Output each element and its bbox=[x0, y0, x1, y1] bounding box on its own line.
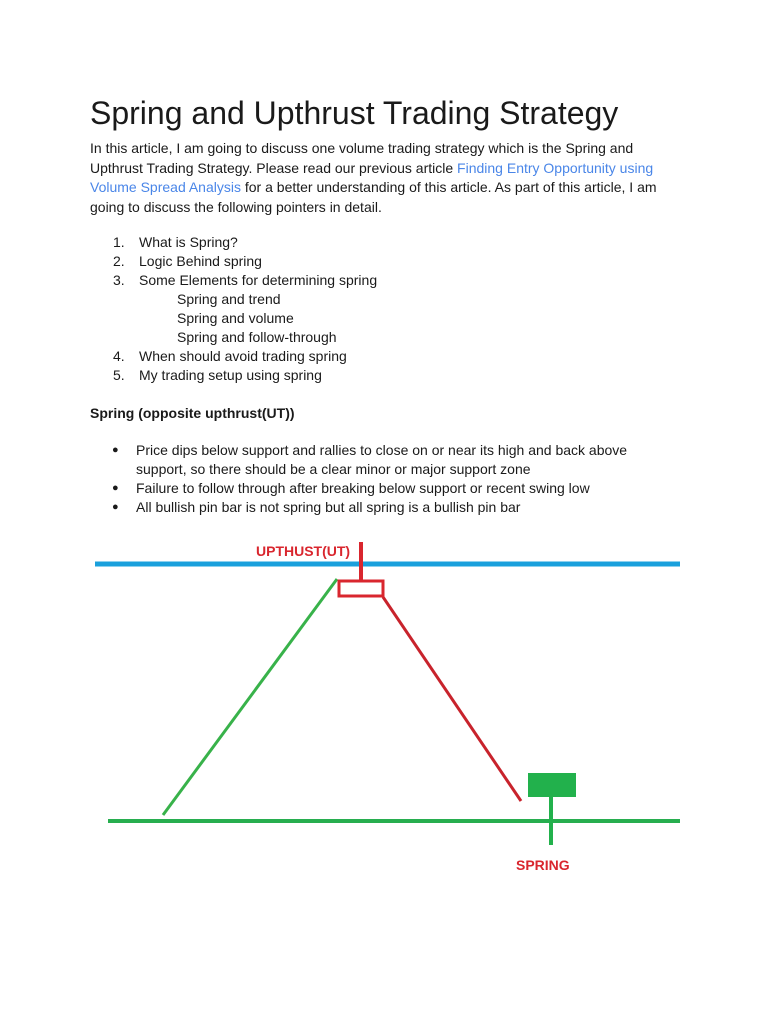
bullet-text: Price dips below support and rallies to close on or near its high and back above support, so there should be a clear minor or major support zone bbox=[136, 442, 628, 477]
list-item bbox=[0, 347, 768, 366]
upthrust-spring-diagram bbox=[0, 530, 768, 890]
list-number: 3. bbox=[113, 272, 125, 288]
list-item-text: When should avoid trading spring bbox=[139, 348, 347, 364]
sub-item-text: Spring and follow-through bbox=[177, 329, 337, 345]
upthrust-candle-body bbox=[339, 581, 383, 596]
previous-article-link[interactable]: Finding Entry Opportunity using Volume Spread Analysis bbox=[90, 159, 654, 195]
pointers-list bbox=[0, 233, 768, 385]
bullet-text: All bullish pin bar is not spring but all spring is a bullish pin bar bbox=[136, 499, 521, 515]
bullet-dot: ● bbox=[112, 444, 119, 456]
bullet-item bbox=[0, 479, 681, 498]
list-item-text: Logic Behind spring bbox=[139, 253, 262, 269]
sub-list-item bbox=[0, 328, 768, 347]
list-item bbox=[0, 252, 768, 271]
spring-label: SPRING bbox=[516, 857, 570, 873]
bullet-item bbox=[0, 498, 681, 517]
intro-text-start: In this article, I am going to discuss one volume trading strategy which is the Spring and Upthrust Trading Strategy. Please read our previous article bbox=[90, 140, 634, 176]
section-heading: Spring (opposite upthrust(UT)) bbox=[90, 405, 295, 421]
spring-candle-body bbox=[528, 773, 576, 797]
list-item-text: Some Elements for determining spring bbox=[139, 272, 378, 288]
downward-price-move bbox=[383, 597, 521, 801]
sub-list-item bbox=[0, 290, 768, 309]
list-number: 5. bbox=[113, 367, 125, 383]
intro-text-end: for a better understanding of this article. As part of this article, I am going to discuss the following pointers in detail. bbox=[90, 179, 657, 215]
list-item bbox=[0, 233, 768, 252]
list-item-text: What is Spring? bbox=[139, 234, 238, 250]
bullet-dot: ● bbox=[112, 501, 119, 513]
upthrust-label: UPTHUST(UT) bbox=[256, 543, 351, 559]
intro-paragraph bbox=[90, 139, 675, 217]
bullet-item bbox=[0, 441, 681, 479]
sub-list-item bbox=[0, 309, 768, 328]
list-item-text: My trading setup using spring bbox=[139, 367, 322, 383]
sub-item-text: Spring and trend bbox=[177, 291, 281, 307]
list-item bbox=[0, 271, 768, 290]
list-number: 1. bbox=[113, 234, 125, 250]
list-item bbox=[0, 366, 768, 385]
bullet-text: Failure to follow through after breaking below support or recent swing low bbox=[136, 480, 590, 496]
upward-price-move bbox=[163, 579, 337, 815]
list-number: 4. bbox=[113, 348, 125, 364]
list-number: 2. bbox=[113, 253, 125, 269]
spring-bullet-list bbox=[0, 441, 768, 517]
sub-item-text: Spring and volume bbox=[177, 310, 294, 326]
page-title: Spring and Upthrust Trading Strategy bbox=[90, 95, 619, 131]
bullet-dot: ● bbox=[112, 482, 119, 494]
